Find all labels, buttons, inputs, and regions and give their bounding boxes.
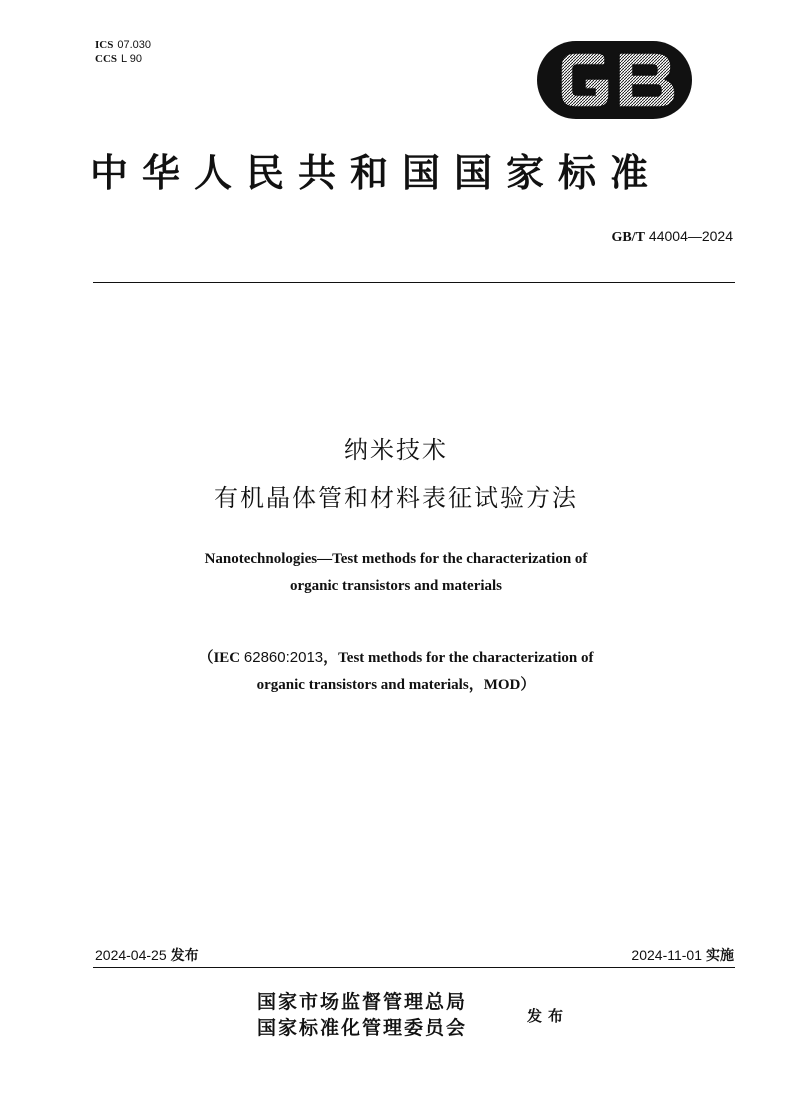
- national-standard-title: 中华人民共和国国家标准: [90, 150, 663, 195]
- implementation-date-value: 2024-11-01: [631, 947, 702, 963]
- publish-word: 发布: [527, 1007, 570, 1025]
- standard-prefix: GB/T: [611, 230, 645, 245]
- standard-code: 44004—2024: [648, 228, 733, 244]
- title-english-line-1: Nanotechnologies—Test methods for the characterization of: [204, 551, 588, 567]
- ics-label: ICS: [95, 39, 114, 51]
- issue-word: 发布: [170, 948, 199, 964]
- title-english-line-2: organic transistors and materials: [289, 578, 503, 594]
- divider-top: [93, 282, 735, 283]
- standard-number: [611, 228, 733, 246]
- title-chinese-line-1: 纳米技术: [344, 436, 448, 464]
- adoption-title: ，Test methods for the characterization of: [323, 650, 594, 666]
- classification-codes: [95, 38, 151, 66]
- issue-date: [95, 945, 199, 965]
- implementation-date: [631, 945, 734, 965]
- adoption-open: （IEC: [198, 650, 244, 666]
- adoption-reference: 62860:2013: [243, 649, 324, 666]
- ccs-code-line: [95, 52, 151, 66]
- adoption-line-2: organic transistors and materials，MOD）: [256, 677, 536, 693]
- implementation-word: 实施: [706, 948, 734, 964]
- ics-code: 07.030: [117, 39, 151, 51]
- adoption-line-1: [0, 648, 792, 668]
- title-chinese-line-2: 有机晶体管和材料表征试验方法: [214, 484, 578, 512]
- ccs-code: L 90: [121, 53, 143, 65]
- ics-code-line: [95, 38, 151, 52]
- divider-bottom: [93, 967, 735, 968]
- issue-date-value: 2024-04-25: [95, 947, 167, 963]
- gb-logo: [537, 41, 692, 119]
- authority-line-2: 国家标准化管理委员会: [257, 1017, 468, 1039]
- authority-line-1: 国家市场监督管理总局: [257, 991, 468, 1013]
- ccs-label: CCS: [95, 53, 118, 65]
